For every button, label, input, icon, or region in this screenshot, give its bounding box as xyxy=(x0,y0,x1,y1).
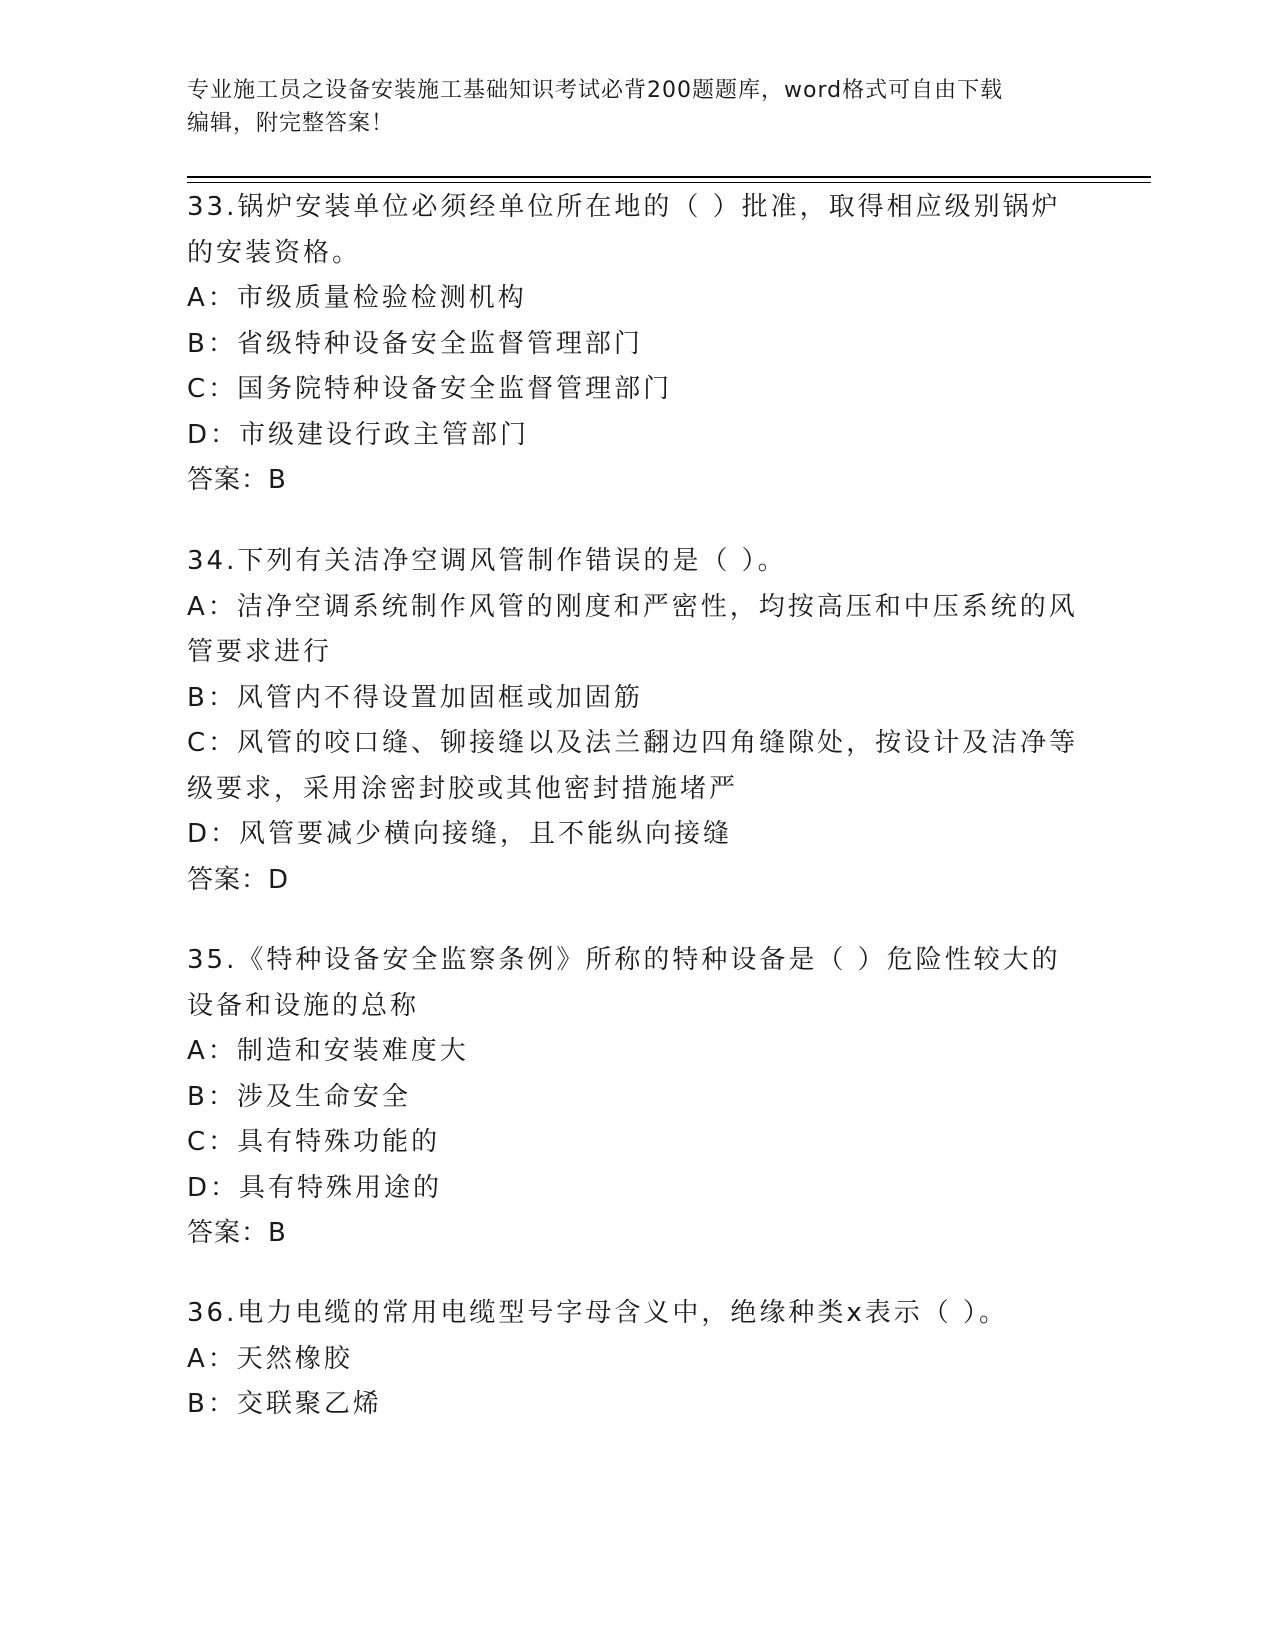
option-a: A：市级质量检验检测机构 xyxy=(187,283,527,313)
option-d: D：风管要减少横向接缝，且不能纵向接缝 xyxy=(187,819,733,849)
question-stem: 设备和设施的总称 xyxy=(187,990,420,1021)
question-36 xyxy=(187,1291,1087,1428)
option-a: A：制造和安装难度大 xyxy=(187,1036,469,1066)
question-stem: 35.《特种设备安全监察条例》所称的特种设备是（ ）危险性较大的 xyxy=(187,945,1061,975)
option-c: C：具有特殊功能的 xyxy=(187,1127,441,1157)
option-b: B：风管内不得设置加固框或加固筋 xyxy=(187,682,643,713)
header-divider-thin xyxy=(187,182,1151,183)
answer-label: 答案：D xyxy=(187,864,290,895)
question-35 xyxy=(187,938,1087,1257)
question-33 xyxy=(187,185,1087,504)
question-stem: 36.电力电缆的常用电缆型号字母含义中，绝缘种类x表示（ ）。 xyxy=(187,1298,1009,1328)
question-stem: 34.下列有关洁净空调风管制作错误的是（ ）。 xyxy=(187,546,787,576)
option-c-continued: 级要求，采用涂密封胶或其他密封措施堵严 xyxy=(187,773,739,804)
question-34 xyxy=(187,539,1087,903)
option-b: B：交联聚乙烯 xyxy=(187,1389,382,1419)
option-c: C：风管的咬口缝、铆接缝以及法兰翻边四角缝隙处，按设计及洁净等 xyxy=(187,728,1079,758)
document-header xyxy=(187,74,1087,140)
option-d: D：市级建设行政主管部门 xyxy=(187,419,530,450)
question-stem: 的安装资格。 xyxy=(187,237,362,268)
answer-label: 答案：B xyxy=(187,465,287,495)
option-c: C：国务院特种设备安全监督管理部门 xyxy=(187,374,673,404)
option-d: D：具有特殊用途的 xyxy=(187,1172,443,1203)
option-b: B：省级特种设备安全监督管理部门 xyxy=(187,328,643,359)
header-divider-thick xyxy=(187,176,1151,178)
question-stem: 33.锅炉安装单位必须经单位所在地的（ ）批准，取得相应级别锅炉 xyxy=(187,192,1061,222)
header-title-line-1: 专业施工员之设备安装施工基础知识考试必背200题题库，word格式可自由下载 xyxy=(187,78,1004,103)
option-a: A：洁净空调系统制作风管的刚度和严密性，均按高压和中压系统的风 xyxy=(187,591,1078,622)
option-b: B：涉及生命安全 xyxy=(187,1081,411,1112)
option-a-continued: 管要求进行 xyxy=(187,637,333,667)
option-a: A：天然橡胶 xyxy=(187,1343,353,1374)
answer-label: 答案：B xyxy=(187,1218,287,1248)
header-title-line-2: 编辑，附完整答案！ xyxy=(187,111,395,136)
